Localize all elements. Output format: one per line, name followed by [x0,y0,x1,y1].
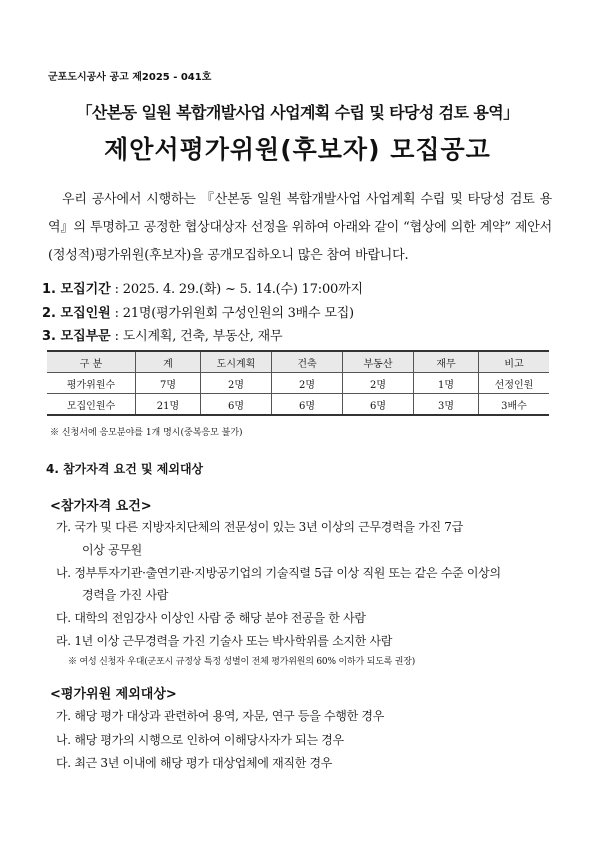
table-cell: 6명 [343,394,414,416]
table-cell: 2명 [343,373,414,394]
notice-number: 군포도시공사 공고 제2025 - 041호 [48,72,212,83]
qualification-item: 다. 대학의 전임강사 이상인 사람 중 해당 분야 전공을 한 사람 [56,611,366,625]
recruit-field [42,325,282,344]
table-header: 비고 [479,351,550,373]
table-header: 구 분 [47,351,136,373]
table-header: 도시계획 [201,351,272,373]
table-cell: 2명 [201,373,272,394]
exclusion-item: 나. 해당 평가의 시행으로 인하여 이해당사자가 되는 경우 [56,733,344,747]
table-cell: 3명 [414,394,479,416]
qualification-item: 라. 1년 이상 근무경력을 가진 기술사 또는 박사학위를 소지한 사람 [56,634,393,648]
table-note: ※ 신청서에 응모분야를 1개 명시(중복응모 불가) [50,428,243,438]
exclusions-heading: <평가위원 제외대상> [50,687,177,702]
recruit-period [42,278,363,297]
table-header: 재무 [414,351,479,373]
recruit-period-label: 1. 모집기간 [42,282,111,297]
recruit-period-value: : 2025. 4. 29.(화) ~ 5. 14.(수) 17:00까지 [110,282,363,297]
qualification-item: 가. 국가 및 다른 지방자치단체의 전문성이 있는 3년 이상의 근무경력을 가진 7급 [56,520,463,534]
table-row [47,373,549,394]
table-cell: 6명 [201,394,272,416]
recruit-count-label: 2. 모집인원 [42,306,111,321]
exclusion-item: 가. 해당 평가 대상과 관련하여 용역, 자문, 연구 등을 수행한 경우 [56,709,384,723]
recruit-count [42,302,354,321]
table-cell: 2명 [272,373,343,394]
document-title-recruitment: 제안서평가위원(후보자) 모집공고 [104,135,491,164]
qualification-item-cont: 경력을 가진 사람 [82,588,169,602]
intro-paragraph: 우리 공사에서 시행하는 『산본동 일원 복합개발사업 사업계획 수립 및 타당성 검토 용역』의 투명하고 공정한 협상대상자 선정을 위하여 아래와 같이 “협상에 의한 계약” 제안서(정성적)평가위원(후보자)을 공개모집하오니 많은 참여 바랍니다. [48,192,552,263]
qualification-item-cont: 이상 공무원 [82,543,142,557]
exclusion-item: 다. 최근 3년 이내에 해당 평가 대상업체에 재직한 경우 [56,756,333,770]
recruit-field-value: : 도시계획, 건축, 부동산, 재무 [110,329,283,344]
table-cell: 6명 [272,394,343,416]
recruit-count-value: : 21명(평가위원회 구성인원의 3배수 모집) [110,306,354,321]
qualification-note: ※ 여성 신청자 우대(군포시 규정상 특정 성별이 전체 평가위원의 60% 이하가 되도록 권장) [68,657,416,667]
table-cell: 3배수 [479,394,550,416]
table-cell: 선정인원 [479,373,550,394]
table-row [47,394,549,416]
qualification-item: 나. 정부투자기관·출연기관·지방공기업의 기술직렬 5급 이상 직원 또는 같은 수준 이상의 [56,566,501,580]
recruit-table [47,350,549,416]
table-header-row [47,351,549,373]
qualifications-heading: <참가자격 요건> [50,499,152,514]
table-cell: 7명 [136,373,201,394]
table-header: 부동산 [343,351,414,373]
table-cell: 평가위원수 [47,373,136,394]
table-cell: 모집인원수 [47,394,136,416]
section-4-title: 4. 참가자격 요건 및 제외대상 [46,462,204,476]
table-cell: 1명 [414,373,479,394]
table-cell: 21명 [136,394,201,416]
recruit-field-label: 3. 모집부문 [42,329,111,344]
document-title-project: 「산본동 일원 복합개발사업 사업계획 수립 및 타당성 검토 용역」 [76,103,519,122]
table-header: 건축 [272,351,343,373]
table-header: 계 [136,351,201,373]
